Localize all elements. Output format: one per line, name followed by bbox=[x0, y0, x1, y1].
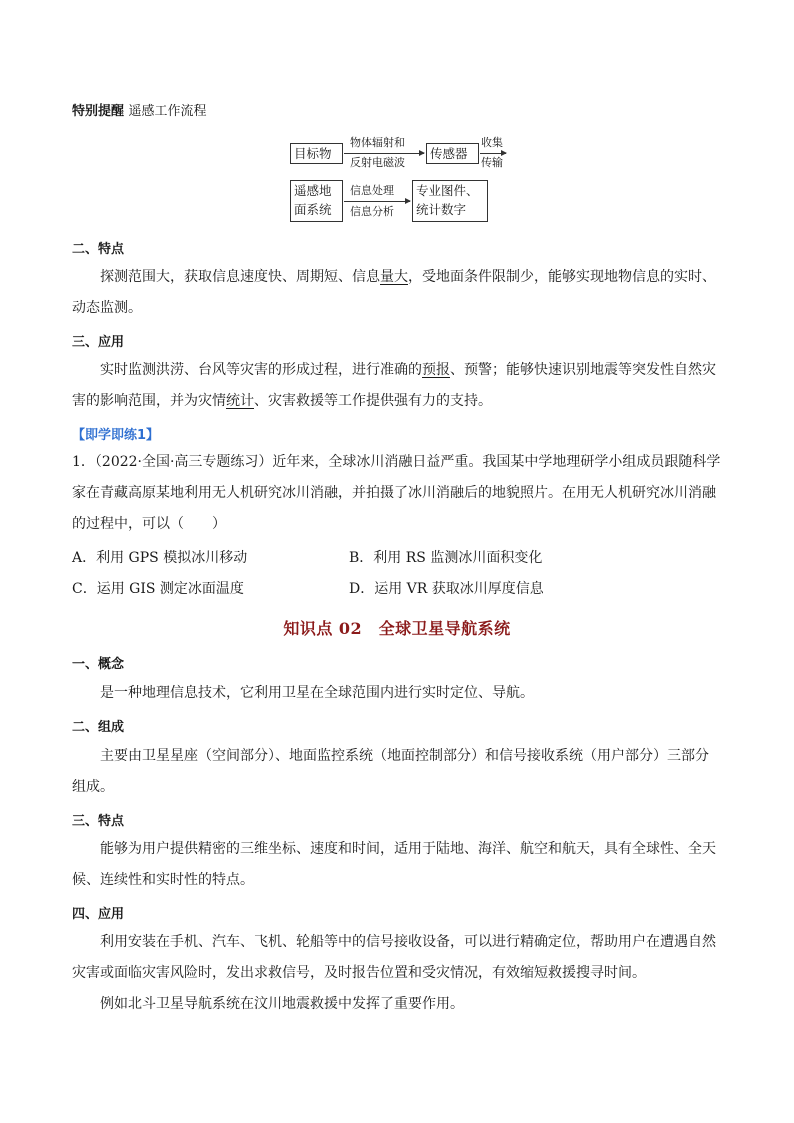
practice-question bbox=[72, 447, 752, 540]
sensor-box bbox=[426, 143, 479, 164]
composition-line2: 组成。 bbox=[72, 779, 114, 795]
rs-features-underlined: 量大 bbox=[380, 269, 408, 285]
ground-system-box bbox=[290, 180, 343, 222]
output-line1: 专业图件、 bbox=[416, 183, 479, 198]
composition-line1: 主要由卫星星座（空间部分）、地面监控系统（地面控制部分）和信号接收系统（用户部分）三部分 bbox=[100, 748, 709, 764]
rs-application-part2: 、预警；能够快速识别地震等突发性自然灾 bbox=[450, 362, 716, 378]
question-line1: 1．（2022·全国·高三专题练习）近年来，全球冰川消融日益严重。我国某中学地理研学小组成员跟随科学 bbox=[72, 454, 721, 470]
reminder-title: 遥感工作流程 bbox=[128, 104, 207, 119]
gnss-features-text bbox=[72, 834, 752, 896]
gnss-application-text bbox=[72, 927, 752, 1020]
question-line2: 家在青藏高原某地利用无人机研究冰川消融，并拍摄了冰川消融后的地貌照片。在用无人机研究冰川消融 bbox=[72, 485, 716, 501]
composition-title: 二、组成 bbox=[72, 720, 125, 735]
reminder-heading bbox=[72, 101, 206, 122]
output-box bbox=[412, 180, 488, 222]
rs-application-part4: 、灾害救援等工作提供强有力的支持。 bbox=[254, 393, 492, 409]
rs-features-text-line2: 动态监测。 bbox=[72, 300, 142, 316]
radiation-label-bottom: 反射电磁波 bbox=[350, 156, 405, 169]
info-processing-label: 信息处理 bbox=[350, 184, 394, 197]
rs-application-part3: 害的影响范围，并为灾情 bbox=[72, 393, 226, 409]
concept-title: 一、概念 bbox=[72, 657, 125, 672]
arrow-1 bbox=[344, 153, 424, 154]
question-line3: 的过程中，可以（ ） bbox=[72, 516, 226, 532]
rs-application-underlined2: 统计 bbox=[226, 393, 254, 409]
rs-application-part1: 实时监测洪涝、台风等灾害的形成过程，进行准确的 bbox=[100, 362, 422, 378]
option-b[interactable]: B．利用 RS 监测冰川面积变化 bbox=[349, 550, 543, 566]
ground-system-line1: 遥感地 bbox=[294, 183, 332, 198]
gnss-application-line2: 灾害或面临灾害风险时，发出求救信号，及时报告位置和受灾情况，有效缩短救援搜寻时间。 bbox=[72, 965, 646, 981]
knowledge-point-title: 知识点 02 全球卫星导航系统 bbox=[283, 619, 511, 638]
reminder-label: 特别提醒 bbox=[72, 104, 125, 119]
ground-system-line2: 面系统 bbox=[294, 202, 332, 217]
composition-text bbox=[72, 741, 752, 803]
rs-features-text-part2: ，受地面条件限制少，能够实现地物信息的实时、 bbox=[408, 269, 716, 285]
radiation-label-top: 物体辐射和 bbox=[350, 136, 405, 149]
collect-label: 收集 bbox=[481, 136, 503, 149]
arrow-2 bbox=[480, 153, 506, 154]
gnss-application-line1: 利用安装在手机、汽车、飞机、轮船等中的信号接收设备，可以进行精确定位，帮助用户在遭遇自然 bbox=[100, 934, 716, 950]
gnss-application-title: 四、应用 bbox=[72, 907, 125, 922]
option-c[interactable]: C．运用 GIS 测定冰面温度 bbox=[72, 581, 244, 597]
practice-label: 【即学即练1】 bbox=[72, 428, 160, 443]
rs-application-text bbox=[72, 355, 742, 417]
output-line2: 统计数字 bbox=[416, 202, 467, 217]
rs-features-text bbox=[72, 262, 732, 324]
option-a[interactable]: A．利用 GPS 模拟冰川移动 bbox=[72, 550, 248, 566]
option-d[interactable]: D．运用 VR 获取冰川厚度信息 bbox=[349, 581, 544, 597]
concept-text-line: 是一种地理信息技术，它利用卫星在全球范围内进行实时定位、导航。 bbox=[100, 685, 534, 701]
concept-text bbox=[72, 678, 732, 709]
rs-features-text-part1: 探测范围大，获取信息速度快、周期短、信息 bbox=[100, 269, 380, 285]
gnss-features-line1: 能够为用户提供精密的三维坐标、速度和时间，适用于陆地、海洋、航空和航天，具有全球性、全天 bbox=[100, 841, 716, 857]
gnss-features-title: 三、特点 bbox=[72, 814, 125, 829]
rs-features-title: 二、特点 bbox=[72, 242, 125, 257]
rs-application-underlined1: 预报 bbox=[422, 362, 450, 378]
gnss-application-line3: 例如北斗卫星导航系统在汶川地震救援中发挥了重要作用。 bbox=[100, 996, 464, 1012]
target-object-box bbox=[290, 143, 343, 164]
rs-application-title: 三、应用 bbox=[72, 335, 125, 350]
gnss-features-line2: 候、连续性和实时性的特点。 bbox=[72, 872, 254, 888]
sensor-label: 传感器 bbox=[430, 146, 468, 161]
info-analysis-label: 信息分析 bbox=[350, 205, 394, 218]
transmit-label: 传输 bbox=[481, 156, 503, 169]
arrow-3 bbox=[344, 201, 410, 202]
target-object-label: 目标物 bbox=[294, 146, 332, 161]
